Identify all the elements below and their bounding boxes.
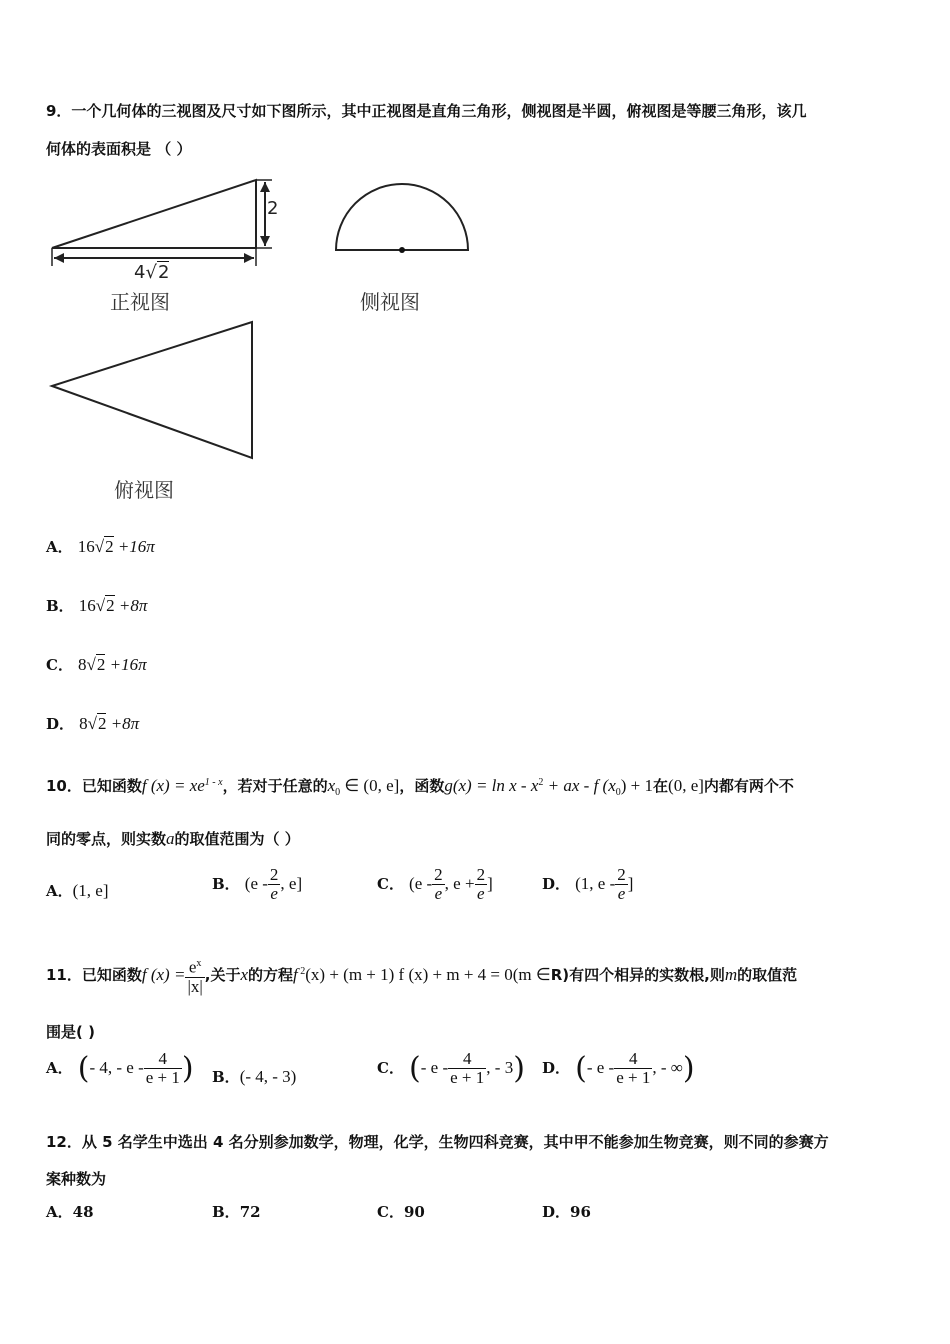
q12-stem-line2: 案种数为 (46, 1170, 107, 1188)
q11-stem-line1: 11．已知函数f (x) = $\frac{e^x}{|x|}$ ,关于x的方程f $^2$(x) + (m + 1) f (x) + m + 4 = 0(m ∈R)有四个相异的实数根,则m的取值范 (46, 955, 926, 996)
q11-stem-line2: 围是( ) (46, 1023, 95, 1041)
q12-option-b[interactable]: B．72 (212, 1203, 261, 1221)
side-view-semicircle (336, 184, 468, 250)
q10-stem-line2: 同的零点，则实数a的取值范围为（ ） (46, 829, 300, 848)
q10-option-b[interactable]: B． (e - $\frac{2}{e}$ , e] (212, 865, 303, 903)
q9-option-b[interactable]: B． 16√2 +8π (46, 596, 148, 615)
q10-option-a[interactable]: A．(1, e] (46, 881, 109, 900)
front-view-figure (44, 170, 294, 270)
q11-option-d[interactable]: D． (- e - $\frac{4}{e + 1}$ , - ∞) (542, 1049, 695, 1087)
base-label: 4√2 (134, 262, 170, 283)
front-view-caption: 正视图 (110, 290, 170, 314)
q10-stem-line1: 10．已知函数f $(x) = xe^{1 - x}$，若对于任意的$x_0$ ∈ (0, e]，函数$g(x) = \ln x - x^2$ + ax - f $(x_0) + 1$在(0, e]内都有两个不 (46, 776, 794, 798)
q12-option-d[interactable]: D．96 (542, 1203, 591, 1221)
top-view-triangle (52, 322, 252, 458)
q12-option-c[interactable]: C．90 (377, 1203, 425, 1221)
q10-option-c[interactable]: C． (e - $\frac{2}{e}$ , e + $\frac{2}{e}$ ] (377, 865, 493, 903)
q9-option-a[interactable]: A． 16√2 +16π (46, 537, 155, 556)
center-point (399, 247, 405, 253)
top-view-figure (44, 316, 264, 466)
top-view-caption: 俯视图 (114, 478, 174, 502)
q12-option-a[interactable]: A．48 (46, 1203, 94, 1221)
q9-stem-line1: 9．一个几何体的三视图及尺寸如下图所示，其中正视图是直角三角形，侧视图是半圆，俯视图是等腰三角形，该几 (46, 102, 807, 120)
q12-stem-line1: 12．从 5 名学生中选出 4 名分别参加数学，物理，化学，生物四科竞赛，其中甲不能参加生物竞赛，则不同的参赛方 (46, 1133, 829, 1151)
q11-option-c[interactable]: C． (- e - $\frac{4}{e + 1}$ , - 3) (377, 1049, 525, 1087)
q11-option-b[interactable]: B．(- 4, - 3) (212, 1067, 297, 1086)
side-view-figure (330, 172, 480, 258)
q10-option-d[interactable]: D． (1, e - $\frac{2}{e}$ ] (542, 865, 634, 903)
q9-option-c[interactable]: C． 8√2 +16π (46, 655, 147, 674)
front-view-triangle (52, 180, 256, 248)
q9-option-d[interactable]: D． 8√2 +8π (46, 714, 140, 733)
height-label: 2 (267, 198, 279, 219)
side-view-caption: 侧视图 (360, 290, 420, 314)
q9-stem-line2: 何体的表面积是 （ ） (46, 140, 192, 158)
q11-option-a[interactable]: A． (- 4, - e - $\frac{4}{e + 1}$ ) (46, 1049, 194, 1087)
